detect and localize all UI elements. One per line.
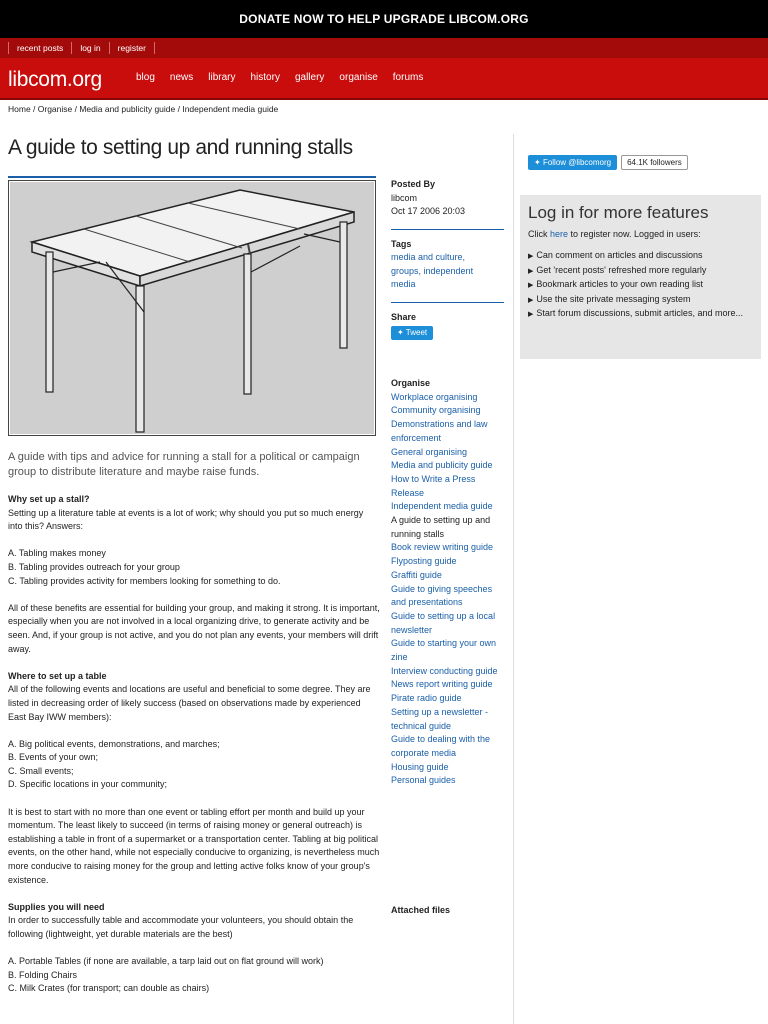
main-nav xyxy=(136,72,438,83)
organise-nav-item[interactable]: Personal guides xyxy=(391,775,456,786)
list-item: B. Events of your own; xyxy=(8,752,99,763)
section-heading: Why set up a stall? xyxy=(8,494,90,504)
nav-blog[interactable]: blog xyxy=(136,72,155,83)
organise-nav-item[interactable]: Setting up a newsletter - technical guide xyxy=(391,706,489,731)
organise-nav-item[interactable]: Book review writing guide xyxy=(391,542,494,553)
paragraph: All of the following events and locations are useful and beneficial to some degree. They are listed in decreasing order of likely success (based on observations made by experienced East Bay IWW members): xyxy=(8,684,371,722)
nav-gallery[interactable]: gallery xyxy=(294,72,325,83)
list-item: A. Tabling makes money xyxy=(8,548,106,559)
tags-label: Tags xyxy=(391,238,412,249)
posted-by-label: Posted By xyxy=(391,179,436,189)
nav-forums[interactable]: forums xyxy=(392,72,424,83)
feature-item: ▶ Can comment on articles and discussions xyxy=(528,249,753,264)
list-item: B. Folding Chairs xyxy=(8,969,78,980)
intro-click: Click xyxy=(528,229,550,239)
list xyxy=(8,738,380,792)
feature-item: ▶ Start forum discussions, submit articles, and more... xyxy=(528,307,753,322)
paragraph: It is best to start with no more than one event or tabling effort per month and build up your momentum. The least likely to succeed (in terms of raising money or general outreach) is establishing a table in front of a supermarket or a transportation center. Tabling at big political events, on the other hand, while not especially conducive to organizing, is nevertheless much more conducive to raising money for the group and letting active folks know of your group's existence. xyxy=(8,806,380,885)
paragraph: In order to successfully table and accommodate your volunteers, you should obtain the following (lightweight, yet durable materials are the best) xyxy=(8,915,354,939)
list-item: B. Tabling provides outreach for your group xyxy=(8,561,180,572)
organise-nav-item[interactable]: News report writing guide xyxy=(391,679,493,690)
tweet-label: Tweet xyxy=(405,328,428,337)
recent-posts-link[interactable]: recent posts xyxy=(8,42,71,54)
tweet-button[interactable] xyxy=(391,326,433,340)
user-bar xyxy=(0,38,768,58)
organise-nav-item[interactable]: Pirate radio guide xyxy=(391,693,462,704)
organise-nav-item[interactable]: Housing guide xyxy=(391,761,449,772)
share-label: Share xyxy=(391,311,417,322)
organise-nav-item[interactable]: Guide to starting your own zine xyxy=(391,638,497,663)
site-logo[interactable]: libcom.org xyxy=(8,68,102,91)
register-link[interactable]: register xyxy=(109,42,155,54)
organise-nav-item[interactable]: Guide to dealing with the corporate media xyxy=(391,734,491,758)
nav-news[interactable]: news xyxy=(169,72,194,83)
list-item: D. Specific locations in your community; xyxy=(8,779,168,790)
organise-nav-item[interactable]: Interview conducting guide xyxy=(391,665,498,676)
organise-nav-item[interactable]: Guide to giving speeches and presentations xyxy=(391,583,493,608)
list xyxy=(8,955,380,996)
organise-nav-item[interactable]: Media and publicity guide xyxy=(391,460,493,471)
login-promo-box xyxy=(520,195,761,359)
follow-button[interactable] xyxy=(528,155,617,170)
login-promo-intro xyxy=(528,229,753,239)
followers-count[interactable]: 64.1K followers xyxy=(621,155,688,170)
organise-nav-item[interactable]: General organising xyxy=(391,446,468,457)
site-header xyxy=(0,58,768,100)
feature-item: ▶ Bookmark articles to your own reading list xyxy=(528,278,753,293)
intro-rest: to register now. Logged in users: xyxy=(568,229,701,239)
list-item: A. Portable Tables (if none are available, a tarp laid out on flat ground will work) xyxy=(8,956,324,967)
organise-nav-item[interactable]: Demonstrations and law enforcement xyxy=(391,419,488,443)
twitter-bird-icon: ✦ xyxy=(397,328,404,337)
article-body xyxy=(8,450,380,1010)
organise-heading: Organise xyxy=(391,378,431,388)
title-divider xyxy=(8,176,376,178)
organise-nav-item[interactable]: Guide to setting up a local newsletter xyxy=(391,610,496,635)
organise-nav-item[interactable]: Flyposting guide xyxy=(391,556,457,567)
nav-organise[interactable]: organise xyxy=(339,72,378,83)
donate-banner[interactable]: DONATE NOW TO HELP UPGRADE LIBCOM.ORG xyxy=(0,0,768,38)
article-meta xyxy=(391,178,504,340)
organise-nav-item-current[interactable]: A guide to setting up and running stalls xyxy=(391,515,491,539)
feature-item: ▶ Use the site private messaging system xyxy=(528,293,753,308)
page-title: A guide to setting up and running stalls xyxy=(8,136,353,159)
list-item: C. Small events; xyxy=(8,765,74,776)
list-item: A. Big political events, demonstrations, and marches; xyxy=(8,738,220,749)
organise-nav xyxy=(391,377,504,788)
login-link[interactable]: log in xyxy=(71,42,108,54)
organise-nav-item[interactable]: Graffiti guide xyxy=(391,569,442,580)
twitter-follow xyxy=(528,155,688,170)
column-divider xyxy=(513,134,514,1024)
nav-library[interactable]: library xyxy=(208,72,236,83)
attached-files-label: Attached files xyxy=(391,905,451,915)
login-promo-title: Log in for more features xyxy=(528,203,709,222)
article-lead: A guide with tips and advice for running a stall for a political or campaign group to distribute literature and maybe raise funds. xyxy=(8,451,360,478)
list-item: C. Tabling provides activity for members looking for something to do. xyxy=(8,575,281,586)
tag-link[interactable]: groups, independent xyxy=(391,265,474,276)
post-date: Oct 17 2006 20:03 xyxy=(391,206,466,216)
tag-link[interactable]: media and culture, xyxy=(391,252,466,262)
section-heading: Where to set up a table xyxy=(8,670,107,681)
nav-history[interactable]: history xyxy=(250,72,280,83)
article-image xyxy=(8,180,376,436)
organise-nav-item[interactable]: Community organising xyxy=(391,405,481,416)
register-here-link[interactable]: here xyxy=(550,229,569,239)
author-link[interactable]: libcom xyxy=(391,192,418,203)
list-item: C. Milk Crates (for transport; can double as chairs) xyxy=(8,983,210,994)
breadcrumb[interactable]: Home / Organise / Media and publicity guide / Independent media guide xyxy=(8,104,279,114)
folding-table-illustration xyxy=(10,182,374,434)
list xyxy=(8,547,380,588)
twitter-bird-icon: ✦ xyxy=(534,158,541,167)
section-heading: Supplies you will need xyxy=(8,901,105,912)
organise-nav-item[interactable]: Workplace organising xyxy=(391,391,478,402)
organise-nav-item[interactable]: How to Write a Press Release xyxy=(391,473,476,498)
organise-nav-item[interactable]: Independent media guide xyxy=(391,501,493,512)
follow-label: Follow @libcomorg xyxy=(542,158,612,167)
tag-link[interactable]: media xyxy=(391,279,416,289)
paragraph: Setting up a literature table at events is a lot of work; why should you put so much energy into this? Answers: xyxy=(8,507,364,532)
feature-list xyxy=(528,249,753,322)
feature-item: ▶ Get 'recent posts' refreshed more regularly xyxy=(528,264,753,279)
paragraph: All of these benefits are essential for building your group, and making it strong. It is important, especially when you are not involved in a local organizing drive, to generate activity and be seen. And, if your group is not active, and you do not plan any events, your members will drift away. xyxy=(8,602,380,654)
